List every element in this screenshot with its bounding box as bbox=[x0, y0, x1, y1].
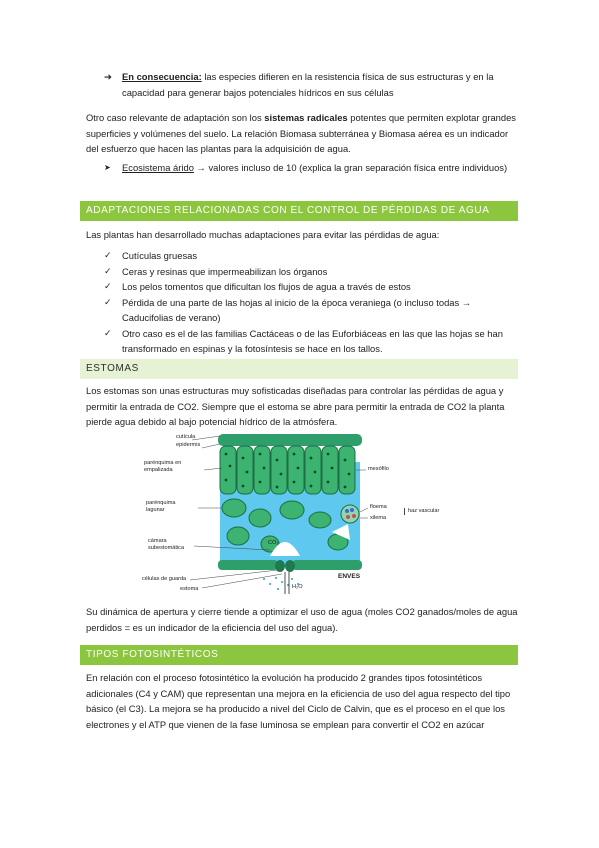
list-item-text: Los pelos tomentos que dificultan los flujos de agua a través de estos bbox=[122, 281, 411, 292]
list-item-text: Ceras y resinas que impermeabilizan los órganos bbox=[122, 265, 328, 277]
check-icon: ✓ bbox=[104, 281, 112, 291]
label-cuticula: cutícula bbox=[176, 434, 196, 440]
check-icon: ✓ bbox=[104, 296, 112, 307]
photosynthetic-paragraph: En relación con el proceso fotosintético la evolución ha producido 2 grandes tipos fotosintéticos adicionales (C4 y CAM) que representan una mejora en la eficiencia de uso del agua respecto del tipo básico (el C3). La mejora se ha producido a nivel del Ciclo de Calvin, que es el proceso en el que los electrones y el ATP que vienen de la fase luminosa se emplean para convertir el CO2 en azúcar bbox=[86, 672, 511, 730]
leaf-cross-section-figure bbox=[142, 432, 460, 596]
consequence-lead: En consecuencia: bbox=[122, 71, 202, 82]
check-icon: ✓ bbox=[104, 265, 112, 276]
label-xylem: xilema bbox=[370, 515, 387, 521]
section-heading-photosynthetic: TIPOS FOTOSINTÉTICOS bbox=[80, 645, 518, 665]
guard-cell-right bbox=[285, 560, 295, 572]
adaptations-list bbox=[104, 248, 518, 357]
label-h2o: H₂O bbox=[292, 584, 303, 590]
list-item bbox=[104, 248, 518, 264]
label-vascular-bundle: haz vascular bbox=[404, 508, 439, 515]
label-stoma: estoma bbox=[180, 586, 199, 592]
list-item bbox=[104, 295, 518, 326]
arid-text: → valores incluso de 10 (explica la gran separación física entre individuos) bbox=[193, 162, 508, 173]
stomata-paragraph: Los estomas son unas estructuras muy sofisticadas diseñadas para controlar las pérdidas de agua y permitir la entrada de CO2. Siempre que el estoma se abre para permitir la entrada de CO2 la planta pierde agua debido al bajo potencial hídrico de la atmósfera. bbox=[86, 385, 505, 427]
label-guard-cells: células de guarda bbox=[142, 576, 187, 582]
label-spongy: parénquima lagunar bbox=[146, 500, 176, 513]
roots-text-post: potentes que permiten explotar grandes superficies y volúmenes del suelo. La relación Biomasa subterránea y Biomasa aérea es un indicador del esfuerzo que hacen las plantas para la adquisición de agua. bbox=[86, 112, 516, 154]
list-item bbox=[104, 326, 518, 357]
section-heading-water-loss: ADAPTACIONES RELACIONADAS CON EL CONTROL DE PÉRDIDAS DE AGUA bbox=[80, 201, 518, 221]
label-phloem: floema bbox=[370, 504, 387, 510]
lower-epidermis-right bbox=[292, 560, 362, 570]
label-palisade: parénquima en empalizada bbox=[144, 460, 182, 473]
label-chamber: cámara subestomática bbox=[148, 538, 185, 551]
label-mesophyll: mesófilo bbox=[368, 466, 389, 472]
list-item-text: Pérdida de una parte de las hojas al inicio de la época veraniega (o incluso todas → Caducifolias de verano) bbox=[122, 296, 472, 323]
arrowhead-bullet-icon: ➤ bbox=[104, 163, 111, 172]
label-enves: ENVES bbox=[338, 573, 361, 580]
upper-epidermis bbox=[218, 434, 362, 446]
list-item-text: Otro caso es el de las familias Cactáceas o de las Euforbiáceas en las que las hojas se han transformado en espinas y la fotosíntesis se hace en los tallos. bbox=[122, 327, 503, 354]
list-item-text: Cutículas gruesas bbox=[122, 250, 198, 261]
stomata-dynamics-paragraph: Su dinámica de apertura y cierre tiende a optimizar el uso de agua (moles CO2 ganados/moles de agua perdidos = es un indicador de la eficiencia del uso del agua). bbox=[86, 606, 518, 633]
arid-item bbox=[104, 160, 534, 176]
arid-lead: Ecosistema árido bbox=[122, 162, 194, 173]
consequence-text: las especies difieren en la resistencia física de sus estructuras y en la capacidad para generar bajos potenciales hídricos en sus células bbox=[122, 71, 494, 98]
list-item bbox=[104, 264, 518, 280]
consequence-item bbox=[104, 69, 534, 100]
section-heading-stomata: ESTOMAS bbox=[80, 359, 518, 379]
palisade-cells bbox=[220, 446, 355, 494]
list-item bbox=[104, 279, 518, 295]
roots-text-pre: Otro caso relevante de adaptación son los bbox=[86, 112, 265, 123]
roots-paragraph bbox=[86, 110, 518, 157]
water-loss-intro: Las plantas han desarrollado muchas adaptaciones para evitar las pérdidas de agua: bbox=[86, 229, 440, 240]
arrow-bullet-icon: ➔ bbox=[104, 71, 112, 82]
label-epidermis: epidermis bbox=[176, 442, 201, 448]
check-icon: ✓ bbox=[104, 250, 112, 260]
vascular-bundle bbox=[341, 505, 359, 523]
label-co2: CO₂ bbox=[268, 540, 279, 546]
roots-bold-term: sistemas radicales bbox=[264, 112, 348, 123]
check-icon: ✓ bbox=[104, 327, 112, 338]
lower-epidermis-left bbox=[218, 560, 278, 570]
